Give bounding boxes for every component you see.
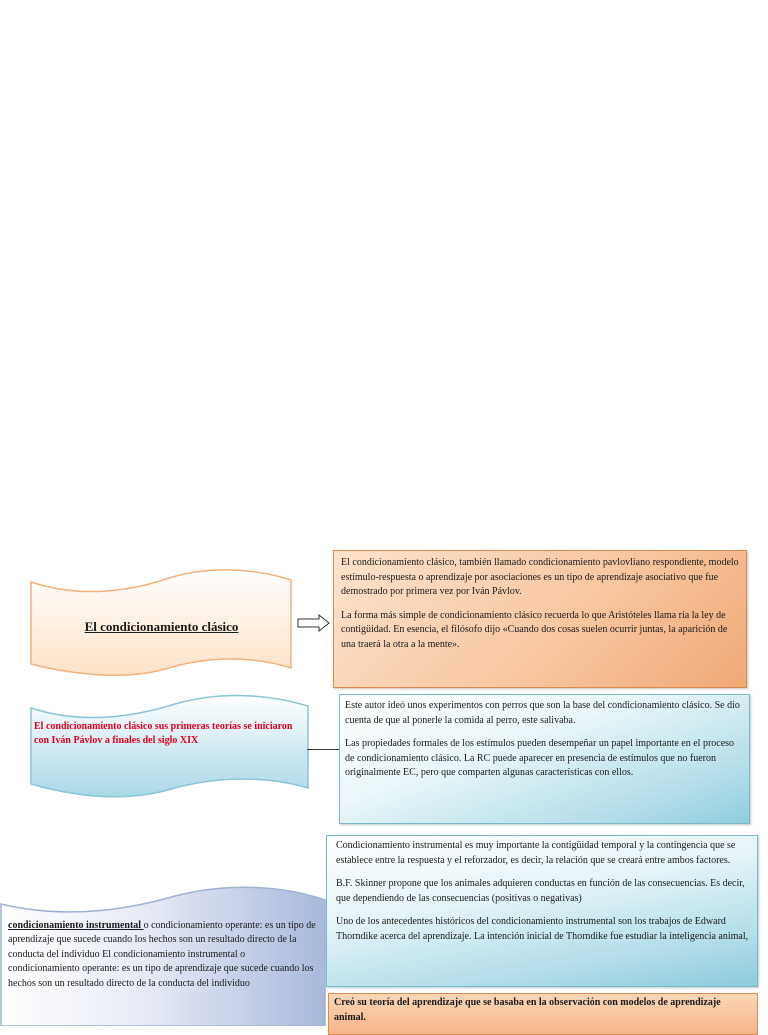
instrumental-detail-p3: Uno de los antecedentes históricos del condicionamiento instrumental son los trabajos de Edward Thorndike acerca del aprendizaje. La intención inicial de Thorndike fue estudiar la inteligencia animal, — [336, 916, 749, 942]
thorndike-text: Creó su teoría del aprendizaje que se basaba en la observación con modelos de aprendizaje animal. — [334, 997, 721, 1023]
classical-definition-p2: La forma más simple de condicionamiento clásico recuerda lo que Aristóteles llama ría la ley de contigüidad. En esencia, el filósofo dijo «Cuando dos cosas suelen ocurrir juntas, la aparición de una traerá la otra a la mente». — [341, 609, 728, 650]
classical-definition-box — [333, 550, 747, 688]
instrumental-text — [8, 919, 318, 991]
title-wave-shape — [29, 568, 294, 680]
instrumental-detail-p1: Condicionamiento instrumental es muy importante la contigüidad temporal y la contingencia que se establece entre la respuesta y el reforzador, es decir, la relación que se creará entre ambos factores. — [336, 840, 736, 866]
pavlov-experiment-p1: Este autor ideó unos experimentos con perros que son la base del condicionamiento clásico. Se dio cuenta de que al ponerle la comida al perro, este salivaba. — [345, 700, 740, 726]
instrumental-detail-p2: B.F. Skinner propone que los animales adquieren conductas en función de las consecuencias. Es decir, que dependiendo de las consecuencias (positivas o negativas) — [336, 878, 745, 904]
pavlov-wave-shape — [30, 694, 310, 800]
instrumental-detail-box — [326, 835, 758, 987]
connector-line — [307, 749, 341, 750]
instrumental-body: o condicionamiento operante: es un tipo de aprendizaje que sucede cuando los hechos son un resultado directo de la conducta del individuo El condicionamiento instrumental o condicionamiento operante: es un tipo de aprendizaje que sucede cuando los hechos son un resultado directo de la conducta del individuo — [8, 920, 316, 989]
instrumental-term: condicionamiento instrumental — [8, 920, 144, 931]
pavlov-experiment-p2: Las propiedades formales de los estímulos pueden desempeñar un papel importante en el proceso de condicionamiento clásico. La RC puede aparecer en presencia de estímulos que no fueron originalmente EC, pero que comparten algunas características con ellos. — [345, 738, 735, 778]
arrow-right-icon — [297, 614, 331, 632]
instrumental-wave-shape — [0, 886, 326, 1026]
pavlov-label: El condicionamiento clásico sus primeras teorías se iniciaron con Iván Pávlov a finales del siglo XIX — [34, 721, 293, 746]
pavlov-experiment-box — [339, 694, 750, 824]
title-label: El condicionamiento clásico — [84, 619, 239, 634]
classical-definition-p1: El condicionamiento clásico, también llamado condicionamiento pavlovliano respondiente, modelo estímulo-respuesta o aprendizaje por asociaciones es un tipo de aprendizaje asociativo que fue demostrado por primera vez por Iván Pávlov. — [341, 557, 739, 597]
thorndike-box — [328, 993, 758, 1035]
